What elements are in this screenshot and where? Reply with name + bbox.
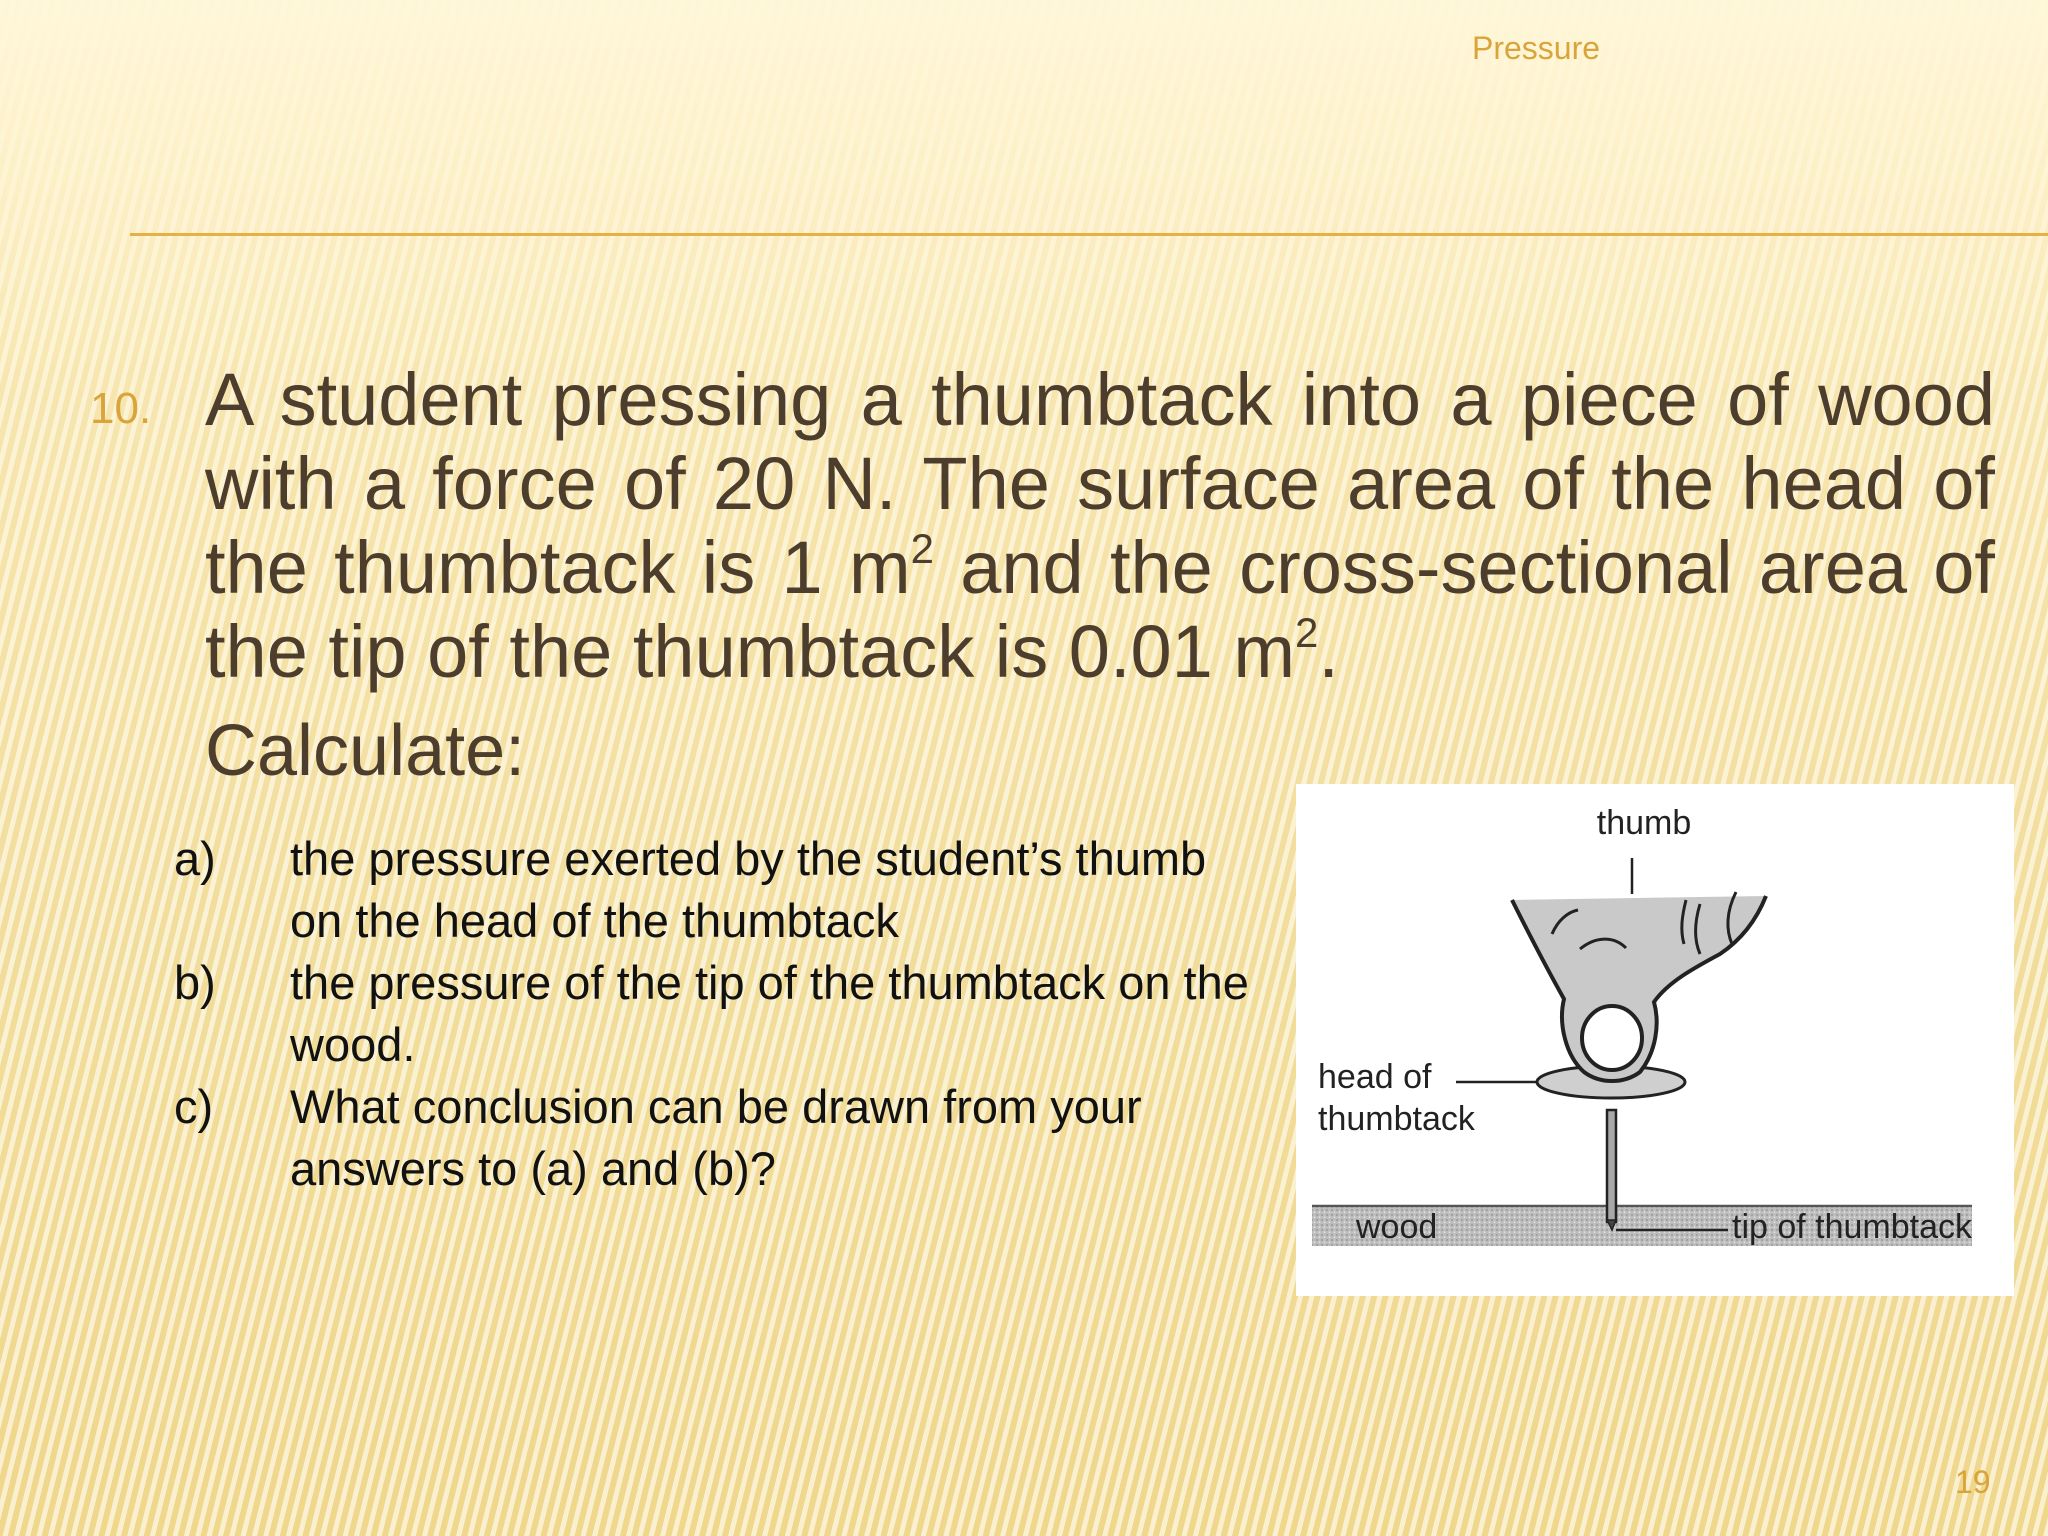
- sub-question-b: [174, 952, 1264, 1076]
- sub-question-text: the pressure exerted by the student’s thumb on the head of the thumbtack: [290, 832, 1207, 947]
- sub-question-text: What conclusion can be drawn from your answers to (a) and (b)?: [290, 1080, 1142, 1195]
- wood-label: wood: [1356, 1208, 1438, 1246]
- question-text-part2: and the cross-sectional area of the tip of the thumbtack is 0.01 m: [205, 526, 1995, 693]
- thumbtack-pin: [1607, 1110, 1616, 1222]
- superscript-2: 2: [1295, 609, 1319, 656]
- thumb-drawing: [1512, 892, 1766, 1081]
- head-label-line2: thumbtack: [1318, 1100, 1475, 1138]
- thumbtack-diagram-svg: [1296, 784, 2014, 1296]
- question-text: [205, 358, 1995, 694]
- sub-question-c: [174, 1076, 1264, 1200]
- superscript-2: 2: [910, 525, 934, 572]
- question-number: 10.: [90, 384, 152, 433]
- sub-question-a: [174, 828, 1264, 952]
- question-text-part1: A student pressing a thumbtack into a piece of wood with a force of 20 N. The surface area of the head of the thumbtack is 1 m: [205, 358, 1995, 609]
- calculate-label: Calculate:: [205, 711, 526, 791]
- page-number: 19: [1955, 1464, 1991, 1500]
- thumbtack-diagram: [1296, 784, 2014, 1296]
- header-divider: [130, 233, 2048, 236]
- sub-question-list: [174, 828, 1264, 1200]
- tip-label: tip of thumbtack: [1732, 1208, 1973, 1246]
- sub-question-label: a): [174, 832, 216, 885]
- header-title: Pressure: [1472, 30, 1601, 66]
- thumb-label: thumb: [1596, 804, 1692, 842]
- head-label-line1: head of: [1318, 1058, 1432, 1096]
- question-text-part3: .: [1318, 610, 1339, 693]
- sub-question-label: c): [174, 1080, 214, 1133]
- sub-question-text: the pressure of the tip of the thumbtack on the wood.: [290, 956, 1249, 1071]
- sub-question-label: b): [174, 956, 216, 1009]
